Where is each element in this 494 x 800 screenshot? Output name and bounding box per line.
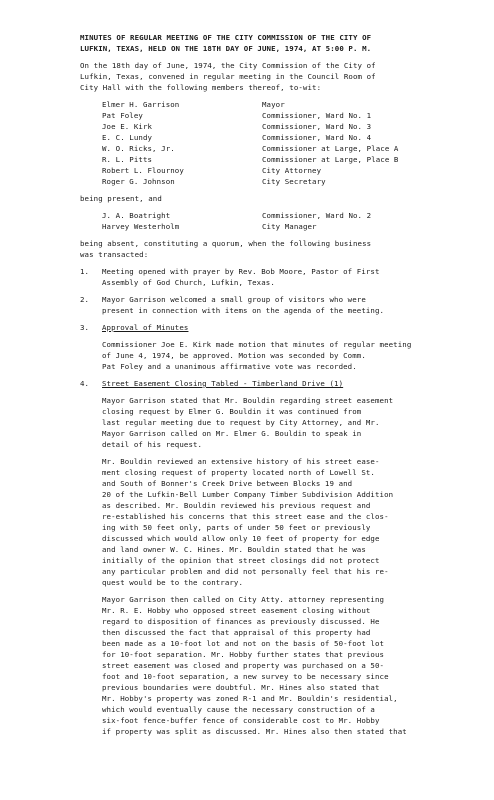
- item-line: six-foot fence-buffer fence of considerable cost to Mr. Hobby: [102, 716, 380, 725]
- quorum-line: was transacted:: [80, 250, 149, 259]
- member-name: Harvey Westerholm: [102, 222, 180, 231]
- member-name: J. A. Boatright: [102, 211, 171, 220]
- member-role: Commissioner at Large, Place B: [262, 155, 399, 164]
- item-line: previous boundaries were doubtful. Mr. Hines also stated that: [102, 683, 380, 692]
- title-line: MINUTES OF REGULAR MEETING OF THE CITY COMMISSION OF THE CITY OF: [80, 33, 372, 42]
- item-line: last regular meeting due to request by City Attorney, and Mr.: [102, 418, 380, 427]
- item-line: foot and 10-foot separation, a new survey to be necessary since: [102, 672, 389, 681]
- item-line: quest would be to the contrary.: [102, 578, 244, 587]
- quorum-line: being absent, constituting a quorum, when the following business: [80, 239, 372, 248]
- member-role: Mayor: [262, 100, 285, 109]
- item-line: regard to disposition of finances as previously discussed. He: [102, 617, 380, 626]
- intro-paragraph: [80, 60, 454, 93]
- member-name: R. L. Pitts: [102, 155, 153, 164]
- item-number: 1.: [80, 267, 89, 276]
- item-4-paragraph-2: [80, 456, 454, 588]
- item-line: ing with 50 feet only, parts of under 50 feet or previously: [102, 523, 371, 532]
- member-role: City Attorney: [262, 166, 322, 175]
- quorum-statement: [80, 238, 454, 260]
- member-role: Commissioner at Large, Place A: [262, 144, 399, 153]
- item-line: discussed which would allow only 10 feet of property for edge: [102, 534, 380, 543]
- item-4-paragraph-1: [80, 395, 454, 450]
- item-line: closing request by Elmer G. Bouldin it was continued from: [102, 407, 362, 416]
- item-line: present in connection with items on the agenda of the meeting.: [102, 306, 385, 315]
- member-role: Commissioner, Ward No. 2: [262, 211, 372, 220]
- member-role: City Manager: [262, 222, 317, 231]
- absent-roster: [80, 210, 454, 232]
- item-line: which would eventually cause the necessary construction of a: [102, 705, 375, 714]
- item-line: 20 of the Lufkin-Bell Lumber Company Timber Subdivision Addition: [102, 490, 394, 499]
- member-name: E. C. Lundy: [102, 133, 153, 142]
- item-line: detail of his request.: [102, 440, 203, 449]
- item-3-body: [80, 339, 454, 372]
- item-line: of June 4, 1974, be approved. Motion was seconded by Comm.: [102, 351, 366, 360]
- member-name: W. O. Ricks, Jr.: [102, 144, 175, 153]
- member-name: Robert L. Flournoy: [102, 166, 184, 175]
- item-line: Mayor Garrison welcomed a small group of visitors who were: [102, 295, 366, 304]
- item-line: Pat Foley and a unanimous affirmative vote was recorded.: [102, 362, 357, 371]
- item-4-paragraph-3: [80, 594, 454, 737]
- present-roster: [80, 99, 454, 187]
- item-number: 2.: [80, 295, 89, 304]
- item-line: Mayor Garrison called on Mr. Elmer G. Bouldin to speak in: [102, 429, 362, 438]
- item-number: 3.: [80, 323, 89, 332]
- item-number: 4.: [80, 379, 89, 388]
- intro-line: City Hall with the following members thereof, to-wit:: [80, 83, 322, 92]
- agenda-item-1: [80, 266, 454, 288]
- agenda-item-4: [80, 378, 454, 389]
- item-line: Mr. R. E. Hobby who opposed street easement closing without: [102, 606, 371, 615]
- item-line: Mr. Bouldin reviewed an extensive history of his street ease-: [102, 457, 380, 466]
- intro-line: Lufkin, Texas, convened in regular meeting in the Council Room of: [80, 72, 376, 81]
- intro-line: On the 18th day of June, 1974, the City Commission of the City of: [80, 61, 376, 70]
- member-role: Commissioner, Ward No. 1: [262, 111, 372, 120]
- member-name: Elmer H. Garrison: [102, 100, 180, 109]
- item-line: initially of the opinion that street closings did not protect: [102, 556, 380, 565]
- member-role: City Secretary: [262, 177, 326, 186]
- item-line: ment closing request of property located north of Lowell St.: [102, 468, 375, 477]
- item-line: Meeting opened with prayer by Rev. Bob Moore, Pastor of First: [102, 267, 380, 276]
- item-line: and land owner W. C. Hines. Mr. Bouldin stated that he was: [102, 545, 366, 554]
- absent-label: being present, and: [80, 194, 162, 203]
- member-name: Joe E. Kirk: [102, 122, 153, 131]
- item-line: for 10-foot separation. Mr. Hobby further states that previous: [102, 650, 385, 659]
- item-heading: Approval of Minutes: [102, 323, 189, 332]
- item-line: Mr. Hobby's property was zoned R-1 and Mr. Bouldin's residential,: [102, 694, 398, 703]
- item-line: Assembly of God Church, Lufkin, Texas.: [102, 278, 275, 287]
- member-role: Commissioner, Ward No. 3: [262, 122, 372, 131]
- title-line: LUFKIN, TEXAS, HELD ON THE 18TH DAY OF JUNE, 1974, AT 5:00 P. M.: [80, 44, 372, 53]
- agenda-item-2: [80, 294, 454, 316]
- agenda-item-3: [80, 322, 454, 333]
- member-role: Commissioner, Ward No. 4: [262, 133, 372, 142]
- item-heading: Street Easement Closing Tabled - Timberland Drive (1): [102, 379, 344, 388]
- member-name: Roger G. Johnson: [102, 177, 175, 186]
- item-line: been made as a 10-foot lot and not on the basis of 50-foot lot: [102, 639, 385, 648]
- minutes-title: [80, 32, 454, 54]
- item-line: Commissioner Joe E. Kirk made motion that minutes of regular meeting: [102, 340, 412, 349]
- item-line: re-established his concerns that this street ease and the clos-: [102, 512, 389, 521]
- item-line: then discussed the fact that appraisal of this property had: [102, 628, 371, 637]
- member-name: Pat Foley: [102, 111, 143, 120]
- item-line: and South of Bonner's Creek Drive between Blocks 19 and: [102, 479, 353, 488]
- item-line: Mayor Garrison then called on City Atty. attorney representing: [102, 595, 385, 604]
- item-line: street easement was closed and property was purchased on a 50-: [102, 661, 385, 670]
- item-line: Mayor Garrison stated that Mr. Bouldin regarding street easement: [102, 396, 394, 405]
- item-line: as described. Mr. Bouldin reviewed his previous request and: [102, 501, 371, 510]
- item-line: if property was split as discussed. Mr. Hines also then stated that: [102, 727, 407, 736]
- item-line: any particular problem and did not personally feel that his re-: [102, 567, 389, 576]
